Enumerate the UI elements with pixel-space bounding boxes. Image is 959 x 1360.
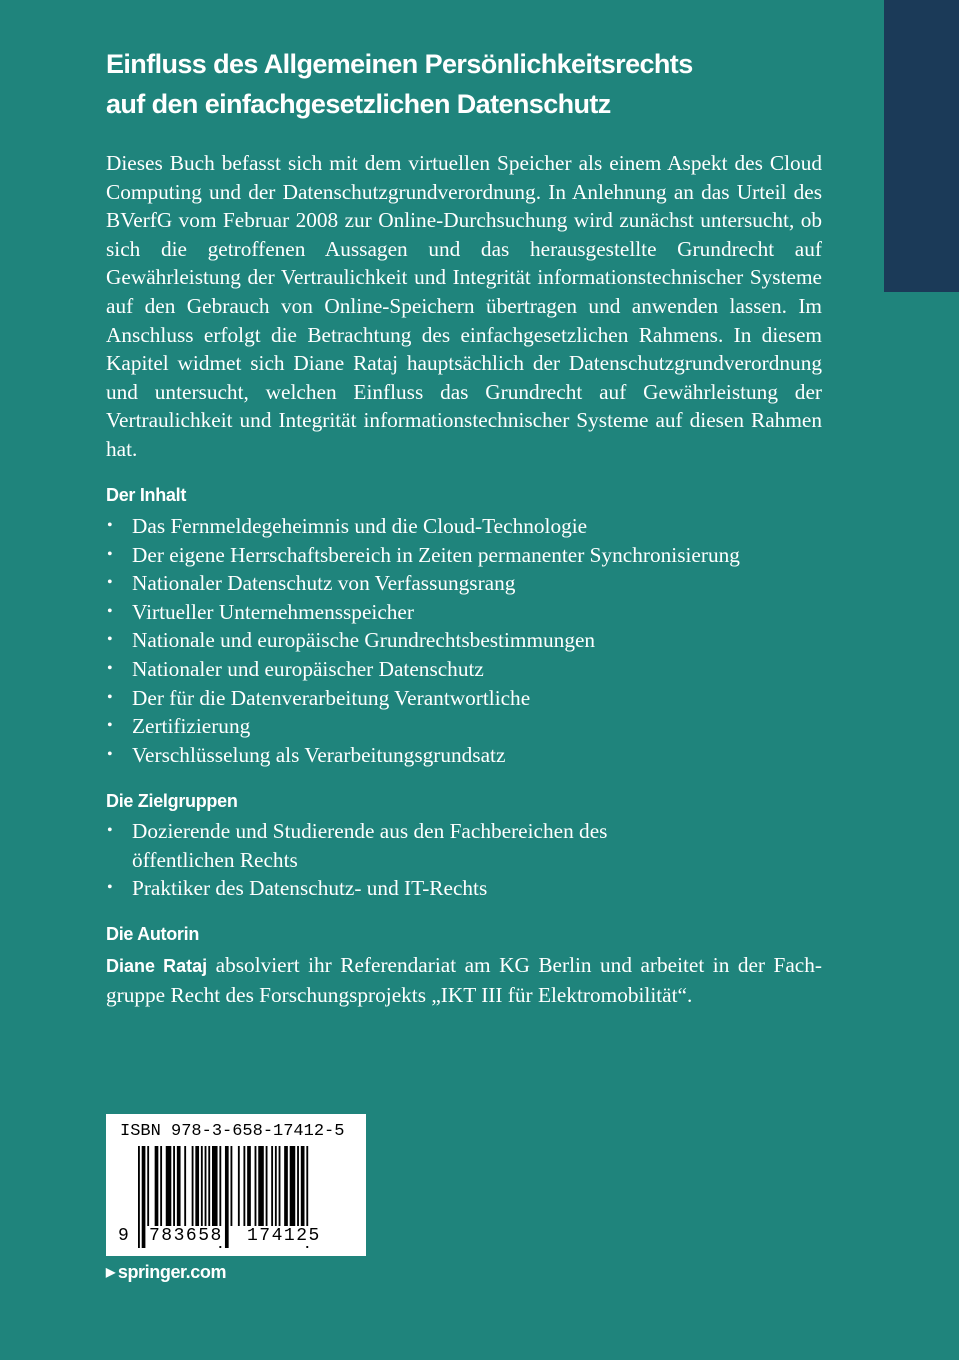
barcode-bar bbox=[238, 1146, 240, 1226]
list-item: • Nationaler Datenschutz von Verfassungsrang bbox=[106, 569, 826, 598]
list-item: • Nationaler und europäischer Datenschutz bbox=[106, 655, 826, 684]
list-item: • Dozierende und Studierende aus den Fachbereichen des öffentlichen Rechts bbox=[106, 817, 626, 874]
list-item: • Nationale und europäische Grundrechtsbestimmungen bbox=[106, 626, 826, 655]
list-item: • Virtueller Unternehmensspeicher bbox=[106, 598, 826, 627]
barcode-bar bbox=[155, 1146, 159, 1226]
barcode-bar bbox=[284, 1146, 288, 1226]
barcode-bar bbox=[255, 1146, 257, 1226]
barcode-bar bbox=[177, 1146, 181, 1226]
barcode-bar bbox=[192, 1146, 194, 1226]
isbn-label: ISBN 978-3-658-17412-5 bbox=[120, 1122, 345, 1141]
barcode-bar bbox=[212, 1146, 218, 1226]
contents-heading: Der Inhalt bbox=[106, 485, 187, 505]
author-bio-text: absolviert ihr Referendariat am KG Berlin und arbeitet in der Fachgruppe Recht des Forschungsprojekts „IKT III für Elektromobilität“. bbox=[106, 953, 822, 1007]
title-line-2: auf den einfachgesetzlichen Datenschutz bbox=[106, 89, 611, 119]
barcode-bar bbox=[225, 1146, 229, 1248]
author-heading: Die Autorin bbox=[106, 924, 200, 944]
barcode-bar bbox=[301, 1146, 305, 1226]
author-name: Diane Rataj bbox=[106, 956, 208, 976]
barcode-digits-right: 174125 bbox=[247, 1226, 321, 1246]
contents-list bbox=[106, 512, 826, 769]
corner-color-block bbox=[884, 0, 959, 292]
title-line-1: Einfluss des Allgemeinen Persönlichkeitsrechts bbox=[106, 49, 693, 79]
barcode-bar bbox=[279, 1146, 281, 1226]
barcode-bar bbox=[173, 1146, 175, 1226]
barcode-bar bbox=[138, 1146, 140, 1248]
barcode-bar bbox=[247, 1146, 251, 1226]
barcode-bar bbox=[297, 1146, 299, 1226]
barcode-bar bbox=[208, 1146, 210, 1226]
barcode-bar bbox=[201, 1146, 203, 1226]
barcode-bar bbox=[231, 1146, 233, 1226]
barcode-bar bbox=[195, 1146, 199, 1226]
audience-heading: Die Zielgruppen bbox=[106, 791, 238, 811]
isbn-barcode bbox=[106, 1114, 366, 1256]
barcode-bar bbox=[142, 1146, 146, 1248]
list-item: • Praktiker des Datenschutz- und IT-Rechts bbox=[106, 874, 626, 903]
barcode-bar bbox=[290, 1146, 296, 1226]
list-item: • Das Fernmeldegeheimnis und die Cloud-Technologie bbox=[106, 512, 826, 541]
book-description: Dieses Buch befasst sich mit dem virtuellen Speicher als einem Aspekt des Cloud Computing und der Datenschutzgrundverordnung. In Anlehnung an das Urteil des BVerfG vom Februar 2008 zur Online-Durchsuchung wird zunächst untersucht, ob sich die getroffenen Aussagen und das herausgestellte Grundrecht auf Gewährleistung der Vertraulichkeit und Integrität informationstechnischer Systeme auf den Gebrauch von Online-Speichern übertragen und anwenden lassen. Im Anschluss erfolgt die Betrachtung des einfachgesetzlichen Rahmens. In diesem Kapitel widmet sich Diane Rataj hauptsächlich der Datenschutzgrundverordnung und untersucht, welchen Einfluss das Grundrecht auf Gewährleistung der Vertraulichkeit und Integrität informationstechnischer Systeme auf diesen Rahmen hat. bbox=[106, 151, 822, 461]
list-item: • Verschlüsselung als Verarbeitungsgrundsatz bbox=[106, 741, 826, 770]
list-item: • Der eigene Herrschaftsbereich in Zeiten permanenter Synchronisierung bbox=[106, 541, 826, 570]
audience-list bbox=[106, 817, 626, 903]
barcode-bar bbox=[258, 1146, 264, 1226]
barcode-digits-left: 783658 bbox=[149, 1226, 223, 1246]
barcode-bar bbox=[166, 1146, 172, 1226]
publisher-link[interactable] bbox=[106, 1262, 226, 1283]
list-item: • Zertifizierung bbox=[106, 712, 826, 741]
barcode-bar bbox=[243, 1146, 245, 1226]
play-arrow-icon: ▶ bbox=[106, 1265, 115, 1279]
book-title bbox=[106, 44, 806, 124]
barcode-bar bbox=[275, 1146, 277, 1226]
barcode-digit-first: 9 bbox=[118, 1226, 129, 1246]
publisher-url: springer.com bbox=[117, 1262, 227, 1282]
barcode-bar bbox=[271, 1146, 273, 1226]
barcode-bar bbox=[184, 1146, 186, 1226]
barcode-bar bbox=[147, 1146, 149, 1226]
author-bio bbox=[106, 951, 822, 1009]
barcode-bar bbox=[160, 1146, 162, 1226]
list-item: • Der für die Datenverarbeitung Verantwortliche bbox=[106, 684, 826, 713]
barcode-bar bbox=[266, 1146, 268, 1226]
barcode-bars bbox=[106, 1114, 366, 1256]
barcode-bar bbox=[205, 1146, 207, 1226]
